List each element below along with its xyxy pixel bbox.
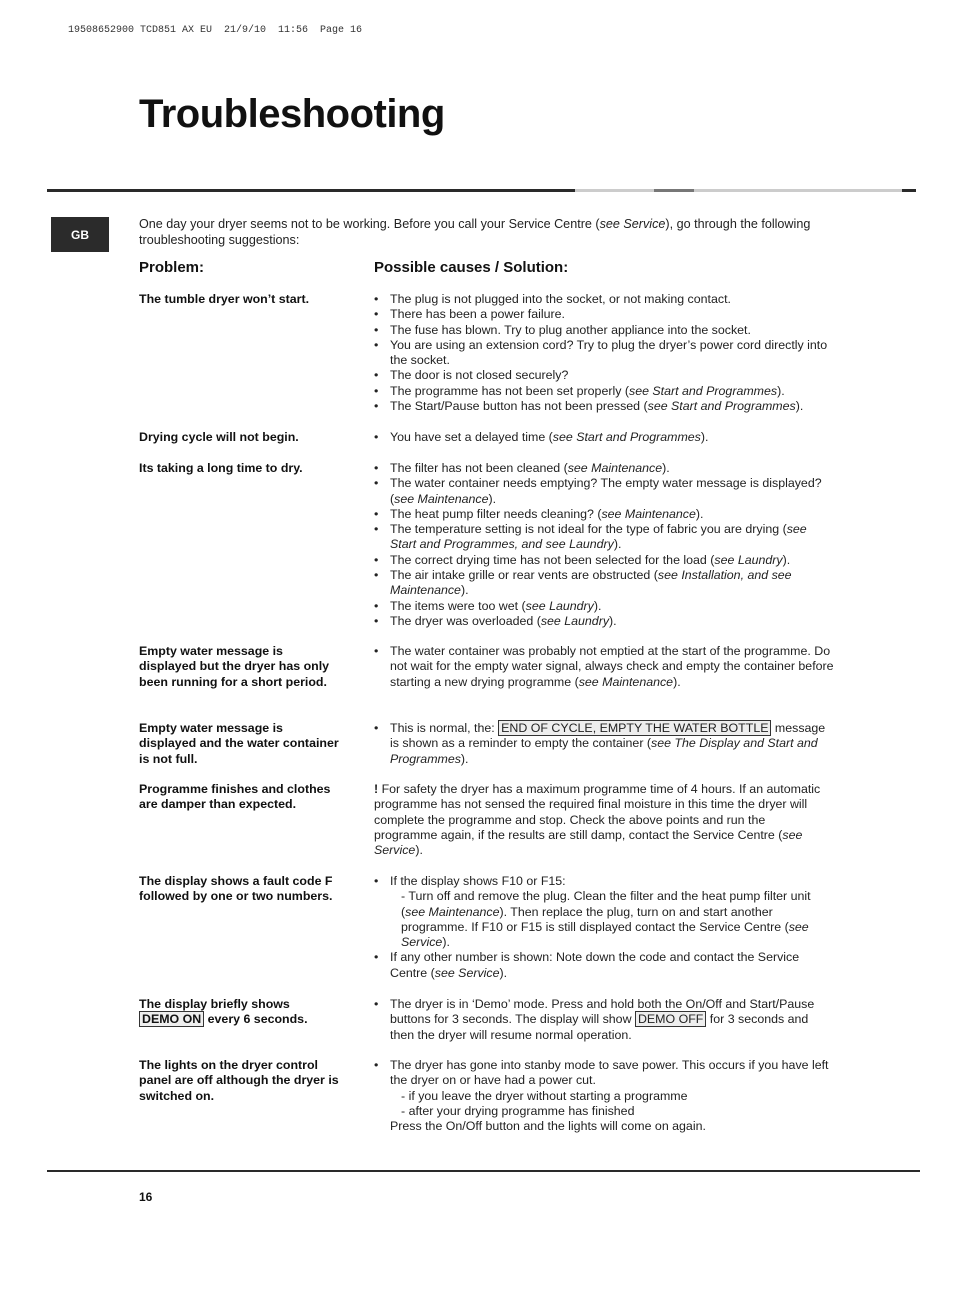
list-item: • The temperature setting is not ideal for the type of fabric you are drying (see Start and Programmes, and see Laundry).: [374, 522, 834, 553]
sub-instruction: - if you leave the dryer without starting a programme: [401, 1088, 688, 1103]
rule-segment-light: [575, 189, 654, 192]
solution-list: [374, 874, 834, 981]
solution-list: [374, 644, 834, 690]
display-message-box: DEMO ON: [139, 1011, 204, 1027]
list-item: • This is normal, the: END OF CYCLE, EMPTY THE WATER BOTTLE message is shown as a reminder to empty the container (see The Display and Start and Programmes).: [374, 721, 834, 767]
list-item: • The fuse has blown. Try to plug another appliance into the socket.: [374, 323, 834, 338]
problem-text: Its taking a long time to dry.: [139, 461, 303, 475]
page-title: Troubleshooting: [139, 92, 445, 136]
problem-text: The display briefly shows DEMO ON every 6 seconds.: [139, 997, 308, 1027]
solution-list: [374, 997, 834, 1043]
list-item: • The heat pump filter needs cleaning? (see Maintenance).: [374, 507, 834, 522]
solution-list: [374, 430, 834, 445]
problem-text: Programme finishes and clothes are damper than expected.: [139, 782, 331, 812]
solution-list: [374, 721, 834, 767]
list-item: • The plug is not plugged into the socket, or not making contact.: [374, 292, 834, 307]
list-item: • The programme has not been set properly (see Start and Programmes).: [374, 384, 834, 399]
list-item: • There has been a power failure.: [374, 307, 834, 322]
warning-mark-icon: !: [374, 782, 379, 796]
problem-text: The tumble dryer won’t start.: [139, 292, 310, 306]
solution-column-header: Possible causes / Solution:: [374, 259, 569, 276]
list-item: • The water container was probably not emptied at the start of the programme. Do not wait for the empty water signal, always check and empty the container before starting a new drying programme (see Maintenance).: [374, 644, 834, 690]
list-item: • The filter has not been cleaned (see Maintenance).: [374, 461, 834, 476]
page-number: 16: [139, 1190, 153, 1204]
display-message-box: END OF CYCLE, EMPTY THE WATER BOTTLE: [498, 720, 771, 736]
intro-text: One day your dryer seems not to be working. Before you call your Service Centre (see Service), go through the following troubleshooting suggestions:: [139, 217, 811, 247]
sub-instruction: - Turn off and remove the plug. Clean the filter and the heat pump filter unit (see Maintenance). Then replace the plug, turn on and start another programme. If F10 or F15 is still displayed contact the Service Centre (see Service).: [401, 889, 811, 950]
footer-rule: [47, 1170, 920, 1172]
problem-text: Drying cycle will not begin.: [139, 430, 299, 444]
closing-instruction: Press the On/Off button and the lights will come on again.: [390, 1119, 706, 1134]
list-item: • The dryer was overloaded (see Laundry).: [374, 614, 834, 629]
rule-segment-light: [694, 189, 902, 192]
list-item: • The Start/Pause button has not been pressed (see Start and Programmes).: [374, 399, 834, 414]
problem-text: Empty water message is displayed but the dryer has only been running for a short period.: [139, 644, 330, 689]
list-item: • The door is not closed securely?: [374, 368, 834, 383]
solution-list: [374, 292, 834, 414]
list-item: • The dryer has gone into stanby mode to save power. This occurs if you have left the dryer on or have had a power cut. - if you leave the dryer without starting a programme - after your drying programme has finished Press the On/Off button and the lights will come on again.: [374, 1058, 834, 1134]
list-item: • If any other number is shown: Note down the code and contact the Service Centre (see Service).: [374, 950, 834, 981]
problem-text: The display shows a fault code F followed by one or two numbers.: [139, 874, 333, 904]
problem-text: Empty water message is displayed and the water container is not full.: [139, 721, 339, 766]
rule-segment-dark: [902, 189, 916, 192]
list-item: • The items were too wet (see Laundry).: [374, 599, 834, 614]
display-message-box: DEMO OFF: [635, 1011, 706, 1027]
list-item: • The dryer is in ‘Demo’ mode. Press and hold both the On/Off and Start/Pause buttons for 3 seconds. The display will show DEMO OFF for 3 seconds and then the dryer will resume normal operation.: [374, 997, 834, 1043]
problem-column-header: Problem:: [139, 259, 205, 276]
sub-instruction: - after your drying programme has finished: [401, 1103, 635, 1118]
safety-note: ! For safety the dryer has a maximum programme time of 4 hours. If an automatic programme has not sensed the required final moisture in this time the dryer will complete the programme and stop. Check the above points and run the programme again, if the results are still damp, contact the Service Centre (see Service).: [374, 782, 821, 858]
problem-text: The lights on the dryer control panel are off although the dryer is switched on.: [139, 1058, 339, 1103]
language-tab: GB: [51, 217, 109, 252]
print-header: 19508652900 TCD851 AX EU 21/9/10 11:56 Page 16: [68, 25, 363, 36]
list-item: • The correct drying time has not been selected for the load (see Laundry).: [374, 553, 834, 568]
rule-segment-mid: [654, 189, 694, 192]
list-item: • You have set a delayed time (see Start and Programmes).: [374, 430, 834, 445]
solution-list: [374, 461, 834, 629]
list-item: • The air intake grille or rear vents are obstructed (see Installation, and see Maintenance).: [374, 568, 834, 599]
list-item: • If the display shows F10 or F15: - Turn off and remove the plug. Clean the filter and the heat pump filter unit (see Maintenance). Then replace the plug, turn on and start another programme. If F10 or F15 is still displayed contact the Service Centre (see Service).: [374, 874, 834, 950]
rule-segment-dark: [47, 189, 575, 192]
solution-list: [374, 1058, 834, 1134]
list-item: • You are using an extension cord? Try to plug the dryer’s power cord directly into the socket.: [374, 338, 834, 369]
list-item: • The water container needs emptying? The empty water message is displayed? (see Maintenance).: [374, 476, 834, 507]
